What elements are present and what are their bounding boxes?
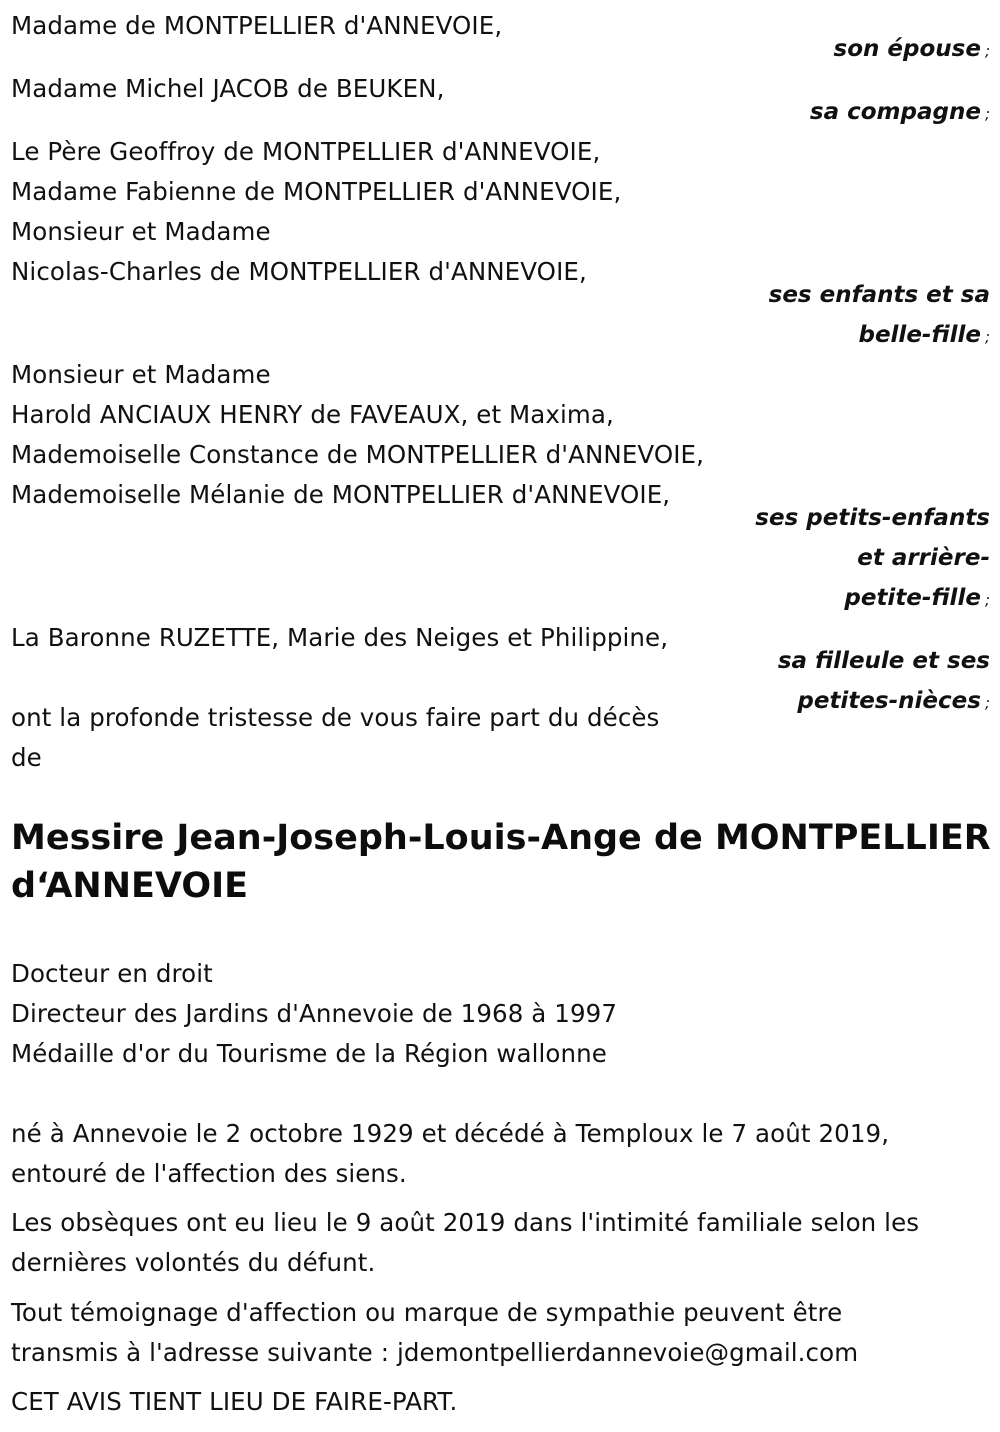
birth-death-text: né à Annevoie le 2 octobre 1929 et décédé à Temploux le 7 août 2019, <box>11 1119 890 1148</box>
family-line: Monsieur et Madame <box>11 217 271 246</box>
family-line: Nicolas-Charles de MONTPELLIER d'ANNEVOIE, <box>11 257 587 286</box>
family-line: Mademoiselle Mélanie de MONTPELLIER d'ANNEVOIE, <box>11 480 671 509</box>
family-line: Mademoiselle Constance de MONTPELLIER d'ANNEVOIE, <box>11 440 705 469</box>
title-line: Docteur en droit <box>11 959 213 988</box>
separator: ; <box>984 591 990 609</box>
separator: ; <box>984 105 990 123</box>
relation-label: ses petits-enfants <box>755 505 990 531</box>
relation-label: petites-nièces ; <box>797 688 990 714</box>
relation-label: sa filleule et ses <box>777 648 990 674</box>
closing-notice: CET AVIS TIENT LIEU DE FAIRE-PART. <box>11 1387 458 1416</box>
family-line: Monsieur et Madame <box>11 360 271 389</box>
title-line: Médaille d'or du Tourisme de la Région wallonne <box>11 1039 607 1068</box>
condolences-text: Tout témoignage d'affection ou marque de sympathie peuvent être <box>11 1298 843 1327</box>
relation-label: et arrière- <box>857 545 990 571</box>
announcement-text: de <box>11 743 42 772</box>
separator: ; <box>984 328 990 346</box>
announcement-text: ont la profonde tristesse de vous faire part du décès <box>11 703 660 732</box>
family-line: Madame Michel JACOB de BEUKEN, <box>11 74 445 103</box>
relation-label: sa compagne ; <box>809 99 990 125</box>
deceased-name: d‘ANNEVOIE <box>11 866 249 906</box>
separator: ; <box>984 694 990 712</box>
condolences-text: transmis à l'adresse suivante : jdemontpellierdannevoie@gmail.com <box>11 1338 859 1367</box>
separator: ; <box>984 42 990 60</box>
family-line: Madame de MONTPELLIER d'ANNEVOIE, <box>11 11 503 40</box>
relation-label: belle-fille ; <box>858 322 990 348</box>
relation-label: petite-fille ; <box>844 585 990 611</box>
funeral-text: Les obsèques ont eu lieu le 9 août 2019 dans l'intimité familiale selon les <box>11 1208 920 1237</box>
funeral-text: dernières volontés du défunt. <box>11 1248 376 1277</box>
family-line: Le Père Geoffroy de MONTPELLIER d'ANNEVOIE, <box>11 137 601 166</box>
relation-label: son épouse ; <box>833 36 990 62</box>
family-line: Harold ANCIAUX HENRY de FAVEAUX, et Maxima, <box>11 400 614 429</box>
relation-label: ses enfants et sa <box>768 282 990 308</box>
title-line: Directeur des Jardins d'Annevoie de 1968 à 1997 <box>11 999 618 1028</box>
family-line: La Baronne RUZETTE, Marie des Neiges et Philippine, <box>11 623 669 652</box>
birth-death-text: entouré de l'affection des siens. <box>11 1159 407 1188</box>
deceased-name: Messire Jean-Joseph-Louis-Ange de MONTPELLIER <box>11 818 991 858</box>
family-line: Madame Fabienne de MONTPELLIER d'ANNEVOIE, <box>11 177 622 206</box>
